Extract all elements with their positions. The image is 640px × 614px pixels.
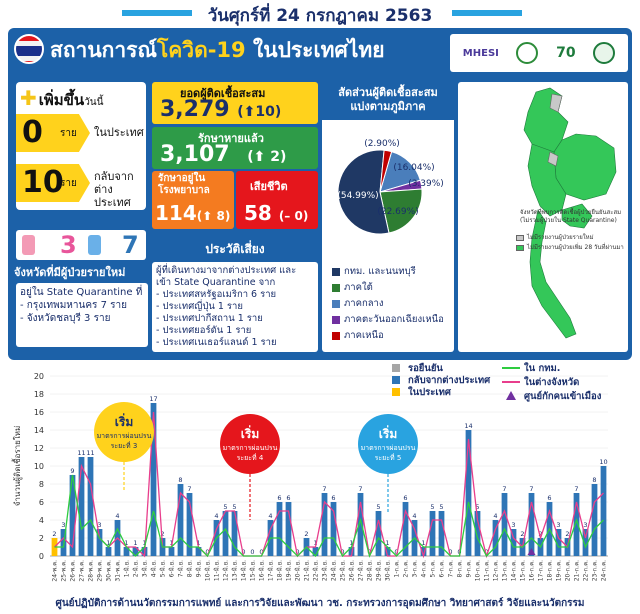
x-tick-label: 28-มิ.ย. [366,560,374,582]
x-tick-label: 16-ก.ค. [528,560,536,582]
legend-label: กลับจากต่างประเทศ [408,375,491,386]
x-tick-label: 12-มิ.ย. [222,560,230,582]
new-provinces-box [16,283,148,347]
x-tick-label: 24-มิ.ย. [330,560,338,582]
x-tick-label: 1-มิ.ย. [123,560,131,578]
hospitalized-label-line2: โรงพยาบาล [158,185,210,196]
bar-value-label: 5 [430,503,435,511]
bar-value-label: 1 [124,539,129,547]
bar-value-label: 7 [358,485,363,493]
bar-value-label: 6 [331,494,336,502]
hospitalized-card [152,171,234,229]
bar-value-label: 4 [214,512,219,520]
x-tick-label: 5-มิ.ย. [159,560,167,578]
x-tick-label: 16-มิ.ย. [258,560,266,582]
daily-cases-chart [0,362,640,594]
pie-legend-swatch [332,268,340,276]
pie-legend-item [332,264,416,279]
bar-value-label: 1 [169,539,174,547]
y-tick-label: 8 [38,480,44,489]
x-tick-label: 6-มิ.ย. [168,560,176,578]
bar-value-label: 3 [97,521,102,529]
pie-legend-item [332,296,384,311]
bar-value-label: 4 [493,512,498,520]
map-legend-swatch [516,245,524,251]
bar-value-label: 7 [322,485,327,493]
pie-slice-label: (22.69%) [377,207,419,217]
bar-value-label: 1 [196,539,201,547]
bar-imported [592,484,598,556]
province-line: - กรุงเทพมหานคร 7 ราย [20,300,127,311]
legend-swatch [506,391,516,400]
x-tick-label: 15-ก.ค. [519,560,527,582]
x-tick-label: 3-มิ.ย. [141,560,149,578]
x-tick-label: 10-ก.ค. [474,560,482,582]
recovered-number: 3,107 [160,142,230,167]
bar-value-label: 3 [556,521,561,529]
bar-value-label: 6 [547,494,552,502]
bar-value-label: 1 [349,539,354,547]
bar-value-label: 0 [259,548,264,556]
x-tick-label: 12-ก.ค. [492,560,500,582]
x-tick-label: 23-ก.ค. [591,560,599,582]
male-icon [88,235,101,255]
x-tick-label: 24-ก.ค. [600,560,608,582]
bar-value-label: 0 [250,548,255,556]
x-tick-label: 18-ก.ค. [546,560,554,582]
bar-value-label: 5 [376,503,381,511]
total-cases-label: ยอดผู้ติดเชื้อสะสม [180,87,266,100]
bar-value-label: 0 [457,548,462,556]
recovered-change: (⬆ 2) [247,149,287,165]
map-south-region [530,210,576,338]
agency-seal-icon [516,42,538,64]
legend-swatch [392,364,400,372]
new-cases-heading [20,86,103,112]
y-tick-label: 4 [38,516,44,525]
mhesi-logo: MHESI [462,47,499,59]
bar-value-label: 0 [394,548,399,556]
legend-label: ในประเทศ [408,387,451,398]
pie-title-line2: แบ่งตามภูมิภาค [350,100,426,113]
risk-line: ผู้ที่เดินทางมาจากต่างประเทศ และ [156,265,297,276]
bar-value-label: 1 [421,539,426,547]
callout-phase: ระยะที่ 3 [110,442,138,450]
legend-label: ในต่างจังหวัด [524,377,580,388]
map-note-line2: (ไม่รวมผู้ป่วยใน State Quarantine) [520,217,617,224]
bar-imported [88,457,94,556]
x-tick-label: 27-มิ.ย. [357,560,365,582]
y-tick-label: 14 [33,426,44,435]
x-tick-label: 20-มิ.ย. [294,560,302,582]
map-legend-swatch [516,235,524,241]
legend-label: ศูนย์กักคนเข้าเมือง [524,391,602,402]
bar-value-label: 2 [538,530,543,538]
x-tick-label: 24-พ.ค. [51,560,59,582]
bar-value-label: 0 [295,548,300,556]
bar-imported [169,547,175,556]
x-tick-label: 19-มิ.ย. [285,560,293,582]
gender-card [16,230,146,260]
x-tick-label: 29-พ.ค. [96,560,104,582]
bar-imported [430,511,436,556]
bar-value-label: 10 [599,458,608,466]
legend-label: ใน กทม. [524,363,561,374]
x-tick-label: 13-ก.ค. [501,560,509,582]
region-pie-chart [322,122,454,256]
bar-value-label: 6 [403,494,408,502]
map-legend-green [516,242,624,252]
bar-value-label: 4 [412,512,417,520]
x-tick-label: 4-ก.ค. [420,560,428,578]
imported-new-value: 10 [22,165,64,200]
bar-value-label: 2 [304,530,309,538]
plus-icon: ✚ [20,86,37,110]
bar-value-label: 0 [448,548,453,556]
y-tick-label: 16 [33,408,44,417]
bar-imported [502,493,508,556]
x-tick-label: 30-มิ.ย. [384,560,392,582]
map-note-line1: จังหวัดที่พบการติดเชื้อผู้ป่วยยืนยันสะสม [520,209,622,216]
pie-legend-label: ภาคกลาง [344,298,384,309]
callout-text: มาตรการผ่อนปรน [360,444,416,452]
x-tick-label: 13-มิ.ย. [231,560,239,582]
new-provinces-title: จังหวัดที่มีผู้ป่วยรายใหม่ [14,266,126,279]
risk-line: - ประเทศยอร์ดัน 1 ราย [156,325,252,336]
x-tick-label: 17-มิ.ย. [267,560,275,582]
new-cases-heading-text: เพิ่มขึ้น [38,91,85,109]
map-legend-gray [516,232,594,242]
bar-value-label: 5 [475,503,480,511]
pie-legend-swatch [332,284,340,292]
legend-label: รอยืนยัน [408,363,443,374]
y-tick-label: 10 [33,462,44,471]
new-cases-heading-suffix: วันนี้ [84,97,104,108]
pie-legend-swatch [332,300,340,308]
callout-title: เริ่ม [240,427,260,441]
bar-value-label: 2 [52,530,57,538]
callout-text: มาตรการผ่อนปรน [96,432,152,440]
pie-legend-label: ภาคเหนือ [344,330,384,341]
x-tick-label: 11-มิ.ย. [213,560,221,582]
bar-value-label: 7 [187,485,192,493]
recovered-label: รักษาหายแล้ว [198,132,264,145]
page-title [50,34,385,67]
bar-value-label: 0 [484,548,489,556]
bar-value-label: 8 [592,476,597,484]
hospitalized-value [155,201,230,225]
risk-line: - ประเทศปากีสถาน 1 ราย [156,313,263,324]
bar-value-label: 0 [205,548,210,556]
footer-credit: ศูนย์ปฏิบัติการด้านนวัตกรรมการแพทย์ และการวิจัยและพัฒนา วช. กระทรวงการอุดมศึกษา วิทยาศาสตร์ วิจัยและนวัตกรรม [55,598,585,609]
new-cases-card [16,82,146,210]
x-tick-label: 30-พ.ค. [105,560,113,582]
callout-phase: ระยะที่ 5 [374,454,402,462]
imported-label-line1: กลับจาก [94,170,134,183]
female-icon [22,235,35,255]
x-tick-label: 22-ก.ค. [582,560,590,582]
x-tick-label: 29-มิ.ย. [375,560,383,582]
pie-legend-label: ภาคตะวันออกเฉียงเหนือ [344,314,444,325]
risk-history-title: ประวัติเสี่ยง [205,242,265,256]
x-tick-label: 10-มิ.ย. [204,560,212,582]
pie-legend-label: กทม. และนนทบุรี [344,266,416,277]
imported-new-label [94,170,146,209]
bar-value-label: 8 [178,476,183,484]
imported-new-row [16,164,146,209]
ministry-seal-icon [593,42,615,64]
x-tick-label: 14-ก.ค. [510,560,518,582]
pie-slice-label: (16.04%) [393,163,435,173]
x-tick-label: 25-พ.ค. [60,560,68,582]
province-line: - จังหวัดชลบุรี 3 ราย [20,313,111,324]
x-tick-label: 2-มิ.ย. [132,560,140,578]
x-tick-label: 17-ก.ค. [537,560,545,582]
bar-value-label: 3 [511,521,516,529]
bar-value-label: 5 [439,503,444,511]
title-part-covid: โควิด-19 [156,38,246,62]
bar-imported [277,502,283,556]
bar-imported [601,466,607,556]
total-cases-number: 3,279 [160,97,230,122]
pie-slice-label: (3.39%) [408,179,444,189]
pie-legend-swatch [332,316,340,324]
bar-value-label: 0 [340,548,345,556]
x-tick-label: 1-ก.ค. [393,560,401,578]
bar-imported [376,511,382,556]
total-cases-change: (⬆10) [237,104,282,120]
x-tick-label: 28-พ.ค. [87,560,95,582]
x-tick-label: 25-มิ.ย. [339,560,347,582]
bar-value-label: 7 [574,485,579,493]
x-tick-label: 11-ก.ค. [483,560,491,582]
bar-value-label: 2 [520,530,525,538]
bar-imported [466,430,472,556]
risk-line: - ประเทศเนเธอร์แลนด์ 1 ราย [156,337,277,348]
callout-title: เริ่ม [114,415,134,429]
x-tick-label: 18-มิ.ย. [276,560,284,582]
x-tick-label: 8-มิ.ย. [186,560,194,578]
pie-legend-item [332,312,444,327]
bar-value-label: 6 [286,494,291,502]
pie-legend-swatch [332,332,340,340]
y-tick-label: 20 [33,372,44,381]
legend-swatch [392,388,400,396]
risk-history-box [152,262,318,352]
x-tick-label: 5-ก.ค. [429,560,437,578]
pie-title-line1: สัดส่วนผู้ติดเชื้อสะสม [338,86,438,99]
callout-phase: ระยะที่ 4 [236,454,264,462]
imported-label-line2: ต่างประเทศ [94,183,131,209]
hospitalized-label-line1: รักษาอยู่ใน [158,173,206,184]
map-legend-gray-label: ไม่มีรายงานผู้ป่วยรายใหม่ [527,234,594,241]
deaths-card [236,171,318,229]
bar-value-label: 2 [565,530,570,538]
bar-value-label: 6 [277,494,282,502]
risk-line: - ประเทศญี่ปุ่น 1 ราย [156,301,243,312]
bar-value-label: 4 [115,512,120,520]
x-tick-label: 14-มิ.ย. [240,560,248,582]
y-tick-label: 0 [38,552,44,561]
anniversary-logo: 70 [556,45,576,61]
region-pie-card [322,82,454,352]
x-tick-label: 6-ก.ค. [438,560,446,578]
map-legend-green-label: ไม่มีรายงานผู้ป่วยเพิ่ม 28 วันที่ผ่านมา [527,244,624,251]
domestic-new-unit: ราย [60,128,77,139]
legend-swatch [392,376,400,384]
bar-value-label: 1 [313,539,318,547]
callout-title: เริ่ม [378,427,398,441]
bar-value-label: 2 [160,530,165,538]
thai-flag-icon [14,34,44,64]
pie-legend-item [332,280,373,295]
x-tick-label: 15-มิ.ย. [249,560,257,582]
bar-value-label: 11 [77,449,86,457]
imported-new-unit: ราย [60,178,77,189]
deaths-label: เสียชีวิต [250,180,288,193]
recovered-value [160,142,286,167]
x-tick-label: 21-ก.ค. [573,560,581,582]
risk-line: เข้า State Quarantine จาก [156,277,276,288]
risk-line: - ประเทศสหรัฐอเมริกา 6 ราย [156,289,277,300]
pie-legend-item [332,328,384,343]
bar-value-label: 14 [464,422,473,430]
y-tick-label: 2 [38,534,44,543]
x-tick-label: 4-มิ.ย. [150,560,158,578]
x-tick-label: 31-พ.ค. [114,560,122,582]
bar-value-label: 3 [61,521,66,529]
total-cases-value [160,97,281,122]
domestic-new-row [16,114,146,152]
report-date: วันศุกร์ที่ 24 กรกฎาคม 2563 [207,6,433,26]
bar-value-label: 0 [367,548,372,556]
x-tick-label: 21-มิ.ย. [303,560,311,582]
hospitalized-change: (⬆ 8) [196,209,231,223]
deaths-change: (– 0) [278,209,309,223]
pie-slice-label: (2.90%) [364,139,400,149]
bar-value-label: 4 [268,512,273,520]
x-tick-label: 26-พ.ค. [69,560,77,582]
bar-value-label: 5 [232,503,237,511]
bar-value-label: 1 [142,539,147,547]
female-count: 3 [60,231,77,259]
bar-value-label: 7 [529,485,534,493]
hospitalized-number: 114 [155,201,197,225]
pie-legend-label: ภาคใต้ [344,282,373,293]
y-axis-title: จำนวนผู้ติดเชื้อรายใหม่ [13,425,22,507]
recovered-card [152,127,318,169]
logo-strip [450,34,628,72]
bar-value-label: 1 [385,539,390,547]
bar-imported [106,547,112,556]
male-count: 7 [122,231,139,259]
x-tick-label: 23-มิ.ย. [321,560,329,582]
pie-title [322,82,454,120]
map-note [520,209,621,225]
domestic-new-label: ในประเทศ [94,126,144,139]
y-tick-label: 12 [33,444,44,453]
x-tick-label: 7-มิ.ย. [177,560,185,578]
pie-slice-label: (54.99%) [337,191,379,201]
domestic-new-value: 0 [22,115,43,150]
deaths-number: 58 [244,201,272,225]
title-part-situation: สถานการณ์ [50,38,157,62]
thailand-map-card [458,82,628,352]
x-tick-label: 3-ก.ค. [411,560,419,578]
x-tick-label: 9-มิ.ย. [195,560,203,578]
bar-value-label: 1 [106,539,111,547]
x-tick-label: 2-ก.ค. [402,560,410,578]
bar-value-label: 0 [241,548,246,556]
x-tick-label: 9-ก.ค. [465,560,473,578]
x-tick-label: 19-ก.ค. [555,560,563,582]
bar-value-label: 9 [70,467,75,475]
province-line: อยู่ใน State Quarantine ที่ [20,287,143,298]
total-cases-card [152,82,318,124]
bar-value-label: 5 [223,503,228,511]
bar-value-label: 7 [502,485,507,493]
y-tick-label: 18 [33,390,44,399]
x-tick-label: 26-มิ.ย. [348,560,356,582]
bar-value-label: 3 [583,521,588,529]
x-tick-label: 27-พ.ค. [78,560,86,582]
x-tick-label: 20-ก.ค. [564,560,572,582]
title-part-thailand: ในประเทศไทย [245,38,385,62]
y-tick-label: 6 [38,498,44,507]
bar-value-label: 17 [149,395,158,403]
bar-value-label: 11 [86,449,95,457]
callout-text: มาตรการผ่อนปรน [222,444,278,452]
bar-value-label: 1 [133,539,138,547]
hospitalized-label [158,173,210,197]
deaths-value [244,201,308,225]
x-tick-label: 22-มิ.ย. [312,560,320,582]
x-tick-label: 8-ก.ค. [456,560,464,578]
x-tick-label: 7-ก.ค. [447,560,455,578]
